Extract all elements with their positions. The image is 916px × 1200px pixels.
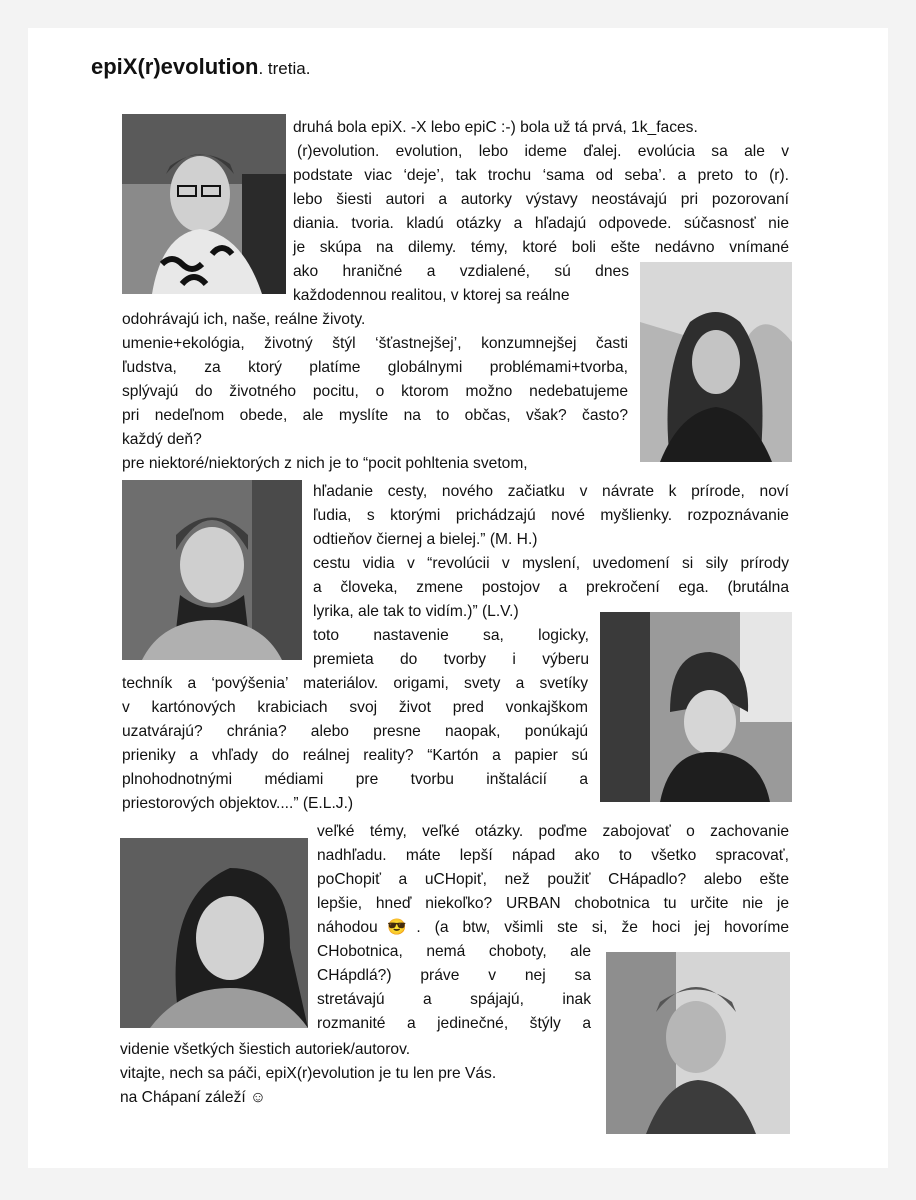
text-line: toto nastavenie sa, logicky, <box>313 627 589 644</box>
text-line: každý deň? <box>122 431 202 448</box>
portrait-1-drawing <box>122 114 286 294</box>
text-line: lepšie, hneď niekoľko? URBAN chobotnica tu určite nie je <box>317 895 789 912</box>
text-line: odtieňov čiernej a bielej.” (M. H.) <box>313 531 538 548</box>
text-line: veľké témy, veľké otázky. poďme zabojovať o zachovanie <box>317 823 789 840</box>
text-line: vitajte, nech sa páči, epiX(r)evolution je tu len pre Vás. <box>120 1065 497 1082</box>
portrait-photo-2 <box>640 262 792 462</box>
text-line: každodennou realitou, v ktorej sa reálne <box>293 287 570 304</box>
portrait-photo-3 <box>122 480 302 660</box>
title-sub: . tretia. <box>258 59 311 78</box>
text-line: lyrika, ale tak to vidím.)” (L.V.) <box>313 603 519 620</box>
text-line: prieniky a vhľady do reálnej reality? “Kartón a papier sú <box>122 747 588 764</box>
text-line: hľadanie cesty, nového začiatku v návrate k prírode, noví <box>313 483 789 500</box>
text-line: lebo šiesti autori a autorky výstavy neostávajú pri pozorovaní <box>293 191 789 208</box>
text-line: priestorových objektov....” (E.L.J.) <box>122 795 354 812</box>
text-line: poChopiť a uCHopiť, než použiť CHápadlo? alebo ešte <box>317 871 789 888</box>
text-line: a človeka, zmene postojov a prekročení ega. (brutálna <box>313 579 789 596</box>
text-line: splývajú do životného pocitu, o ktorom možno nedebatujeme <box>122 383 628 400</box>
portrait-2-drawing <box>640 262 792 462</box>
text-line: premieta do tvorby i výberu <box>313 651 589 668</box>
text-line: ľudstva, za ktorý platíme globálnymi problémami+tvorba, <box>122 359 628 376</box>
text-line: je skúpa na dilemy. témy, ktoré boli ešte nedávno vnímané <box>293 239 789 256</box>
title-main: epiX(r)evolution <box>91 54 259 79</box>
text-line: (r)evolution. evolution, lebo ideme ďalej. evolúcia sa ale v <box>297 143 789 160</box>
portrait-3-drawing <box>122 480 302 660</box>
portrait-photo-5 <box>120 838 308 1028</box>
text-line: ako hraničné a vzdialené, sú dnes <box>293 263 629 280</box>
text-line: rozmanité a jedinečné, štýly a <box>317 1015 591 1032</box>
text-line: cestu vidia v “revolúcii v myslení, uvedomení si sily prírody <box>313 555 789 572</box>
text-line: druhá bola epiX. -X lebo epiC :-) bola už tá prvá, 1k_faces. <box>293 119 698 136</box>
text-line: uzatvárajú? chránia? alebo presne naopak, ponúkajú <box>122 723 588 740</box>
text-line: v kartónových krabiciach svoj život pred vonkajškom <box>122 699 588 716</box>
portrait-photo-4 <box>600 612 792 802</box>
portrait-photo-6 <box>606 952 790 1134</box>
text-line: diania. tvoria. kladú otázky a hľadajú odpovede. súčasnosť nie <box>293 215 789 232</box>
text-line: pre niektoré/niektorých z nich je to “pocit pohltenia svetom, <box>122 455 528 472</box>
portrait-photo-1 <box>122 114 286 294</box>
text-line: stretávajú a spájajú, inak <box>317 991 591 1008</box>
text-line: videnie všetkých šiestich autoriek/autorov. <box>120 1041 411 1058</box>
text-line: nadhľadu. máte lepší nápad ako to všetko spracovať, <box>317 847 789 864</box>
portrait-6-drawing <box>606 952 790 1134</box>
text-line: podstate viac ‘deje’, tak trochu ‘sama od seba’. a preto to (r). <box>293 167 789 184</box>
text-line: pri nedeľnom obede, ale myslíte na to občas, však? často? <box>122 407 628 424</box>
portrait-5-drawing <box>120 838 308 1028</box>
text-line: ľudia, s ktorými prichádzajú nové myšlienky. rozpoznávanie <box>313 507 789 524</box>
text-line: na Chápaní záleží ☺ <box>120 1089 266 1106</box>
text-line: CHápdlá?) práve v nej sa <box>317 967 591 984</box>
portrait-4-drawing <box>600 612 792 802</box>
text-line: plnohodnotnými médiami pre tvorbu inštalácií a <box>122 771 588 788</box>
page-title <box>91 54 310 80</box>
text-line: CHobotnica, nemá choboty, ale <box>317 943 591 960</box>
text-line: umenie+ekológia, životný štýl ‘šťastnejšej’, konzumnejšej časti <box>122 335 628 352</box>
text-line: odohrávajú ich, naše, reálne životy. <box>122 311 366 328</box>
text-line: náhodou😎. (a btw, všimli ste si, že hoci jej hovoríme <box>317 919 789 936</box>
text-line: techník a ‘povýšenia’ materiálov. origami, svety a svetíky <box>122 675 588 692</box>
